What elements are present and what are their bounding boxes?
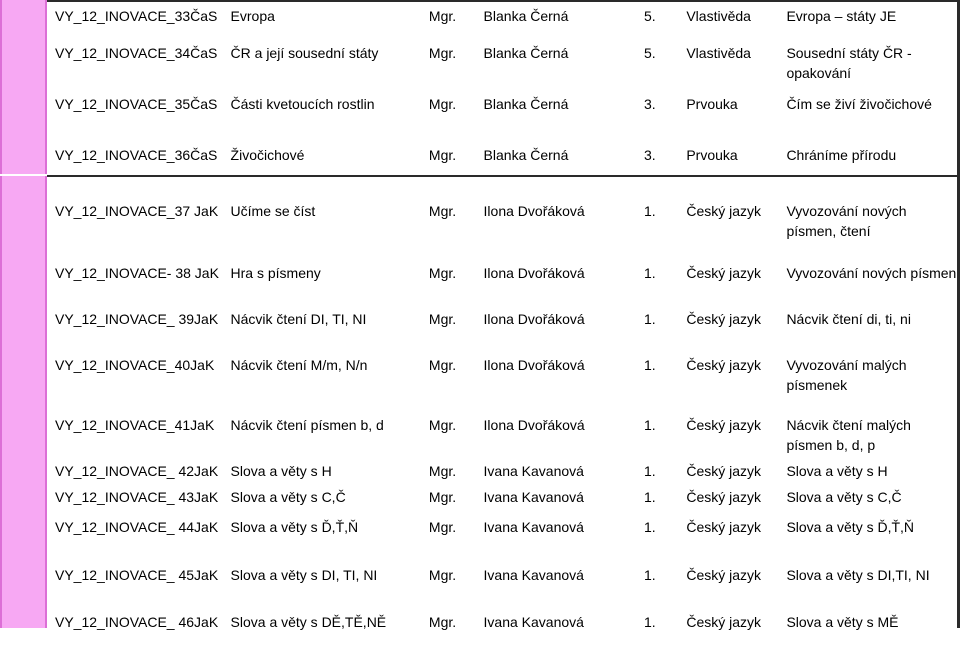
cell-author: Ivana Kavanová xyxy=(483,567,584,583)
cell-subject: Český jazyk xyxy=(686,203,762,219)
cell-code: VY_12_INOVACE_ 43JaK xyxy=(55,489,219,505)
cell-grade: 5. xyxy=(643,45,656,61)
table-row xyxy=(49,409,960,455)
cell-subject: Český jazyk xyxy=(686,265,762,281)
cell-code: VY_12_INOVACE_35ČaS xyxy=(55,96,218,112)
cell-topic: Sousední státy ČR - opakování xyxy=(786,45,912,81)
cell-code: VY_12_INOVACE_41JaK xyxy=(55,417,215,433)
cell-author: Blanka Černá xyxy=(483,96,569,112)
cell-subject: Český jazyk xyxy=(686,417,762,433)
cell-subject: Český jazyk xyxy=(686,311,762,327)
cell-code: VY_12_INOVACE_34ČaS xyxy=(55,45,218,61)
cell-code: VY_12_INOVACE_ 39JaK xyxy=(55,311,219,327)
cell-subject: Český jazyk xyxy=(686,567,762,583)
cell-topic: Chráníme přírodu xyxy=(786,147,897,163)
cell-prefix: Mgr. xyxy=(428,45,457,61)
cell-prefix: Mgr. xyxy=(428,311,457,327)
cell-subject: Český jazyk xyxy=(686,489,762,505)
cell-prefix: Mgr. xyxy=(428,357,457,373)
table-row xyxy=(49,349,960,409)
cell-grade: 1. xyxy=(643,614,656,630)
materials-table xyxy=(49,0,960,646)
cell-grade: 1. xyxy=(643,357,656,373)
cell-title: Hra s písmeny xyxy=(230,265,321,281)
table-row xyxy=(49,257,960,303)
cell-title: ČR a její sousední státy xyxy=(230,45,379,61)
cell-topic: Vyvozování nových písmen, čtení xyxy=(786,203,907,239)
cell-author: Blanka Černá xyxy=(483,147,569,163)
cell-subject: Český jazyk xyxy=(686,614,762,630)
cell-subject: Prvouka xyxy=(686,96,738,112)
cell-author: Ilona Dvořáková xyxy=(483,203,585,219)
cell-subject: Prvouka xyxy=(686,147,738,163)
left-margin-strip-bottom xyxy=(0,176,47,628)
cell-title: Nácvik čtení DI, TI, NI xyxy=(230,311,367,327)
cell-title: Evropa xyxy=(230,8,275,24)
cell-topic: Vyvozování malých písmenek xyxy=(786,357,907,393)
cell-topic: Nácvik čtení di, ti, ni xyxy=(786,311,911,327)
cell-code: VY_12_INOVACE_ 46JaK xyxy=(55,614,219,630)
cell-topic: Vyvozování nových písmen xyxy=(786,265,957,281)
cell-topic: Slova a věty s Ď,Ť,Ň xyxy=(786,519,915,535)
cell-prefix: Mgr. xyxy=(428,417,457,433)
cell-title: Učíme se číst xyxy=(230,203,316,219)
cell-code: VY_12_INOVACE_33ČaS xyxy=(55,8,218,24)
table-row xyxy=(49,455,960,481)
cell-prefix: Mgr. xyxy=(428,463,457,479)
cell-grade: 1. xyxy=(643,519,656,535)
cell-prefix: Mgr. xyxy=(428,203,457,219)
cell-author: Ivana Kavanová xyxy=(483,489,584,505)
cell-topic: Evropa – státy JE xyxy=(786,8,897,24)
table-row xyxy=(49,0,960,37)
cell-title: Části kvetoucích rostlin xyxy=(230,96,375,112)
cell-topic: Slova a věty s DI,TI, NI xyxy=(786,567,930,583)
table-row xyxy=(49,139,960,195)
cell-author: Ivana Kavanová xyxy=(483,519,584,535)
cell-title: Slova a věty s DI, TI, NI xyxy=(230,567,378,583)
cell-title: Slova a věty s H xyxy=(230,463,332,479)
cell-author: Ilona Dvořáková xyxy=(483,417,585,433)
cell-grade: 1. xyxy=(643,463,656,479)
cell-author: Ilona Dvořáková xyxy=(483,265,585,281)
cell-subject: Český jazyk xyxy=(686,519,762,535)
cell-author: Blanka Černá xyxy=(483,45,569,61)
cell-code: VY_12_INOVACE- 38 JaK xyxy=(55,265,219,281)
cell-author: Ivana Kavanová xyxy=(483,614,584,630)
left-margin-strip-top xyxy=(0,0,47,174)
cell-prefix: Mgr. xyxy=(428,147,457,163)
table-row xyxy=(49,606,960,646)
cell-title: Slova a věty s Ď,Ť,Ň xyxy=(230,519,359,535)
table-row xyxy=(49,303,960,349)
cell-topic: Slova a věty s MĚ xyxy=(786,614,899,630)
cell-grade: 1. xyxy=(643,311,656,327)
cell-subject: Český jazyk xyxy=(686,357,762,373)
cell-subject: Český jazyk xyxy=(686,463,762,479)
table-row xyxy=(49,88,960,139)
cell-subject: Vlastivěda xyxy=(686,8,751,24)
cell-grade: 1. xyxy=(643,489,656,505)
cell-topic: Čím se živí živočichové xyxy=(786,96,932,112)
cell-code: VY_12_INOVACE_37 JaK xyxy=(55,203,219,219)
cell-topic: Slova a věty s C,Č xyxy=(786,489,902,505)
cell-prefix: Mgr. xyxy=(428,567,457,583)
table-row xyxy=(49,481,960,511)
cell-topic: Slova a věty s H xyxy=(786,463,888,479)
cell-grade: 1. xyxy=(643,265,656,281)
cell-title: Slova a věty s DĚ,TĚ,NĚ xyxy=(230,614,387,630)
cell-prefix: Mgr. xyxy=(428,8,457,24)
cell-title: Slova a věty s C,Č xyxy=(230,489,346,505)
cell-author: Ilona Dvořáková xyxy=(483,357,585,373)
cell-title: Nácvik čtení M/m, N/n xyxy=(230,357,368,373)
table-row xyxy=(49,511,960,559)
cell-subject: Vlastivěda xyxy=(686,45,751,61)
cell-code: VY_12_INOVACE_36ČaS xyxy=(55,147,218,163)
cell-grade: 5. xyxy=(643,8,656,24)
cell-author: Blanka Černá xyxy=(483,8,569,24)
cell-code: VY_12_INOVACE_40JaK xyxy=(55,357,215,373)
cell-title: Živočichové xyxy=(230,147,305,163)
cell-grade: 1. xyxy=(643,203,656,219)
cell-prefix: Mgr. xyxy=(428,519,457,535)
cell-author: Ilona Dvořáková xyxy=(483,311,585,327)
cell-grade: 3. xyxy=(643,147,656,163)
cell-grade: 1. xyxy=(643,417,656,433)
table-row xyxy=(49,37,960,88)
cell-grade: 3. xyxy=(643,96,656,112)
table-row xyxy=(49,195,960,257)
cell-prefix: Mgr. xyxy=(428,614,457,630)
cell-code: VY_12_INOVACE_ 44JaK xyxy=(55,519,219,535)
table-row xyxy=(49,559,960,606)
cell-code: VY_12_INOVACE_ 45JaK xyxy=(55,567,219,583)
cell-author: Ivana Kavanová xyxy=(483,463,584,479)
cell-topic: Nácvik čtení malých písmen b, d, p xyxy=(786,417,911,453)
cell-title: Nácvik čtení písmen b, d xyxy=(230,417,384,433)
cell-prefix: Mgr. xyxy=(428,489,457,505)
cell-prefix: Mgr. xyxy=(428,265,457,281)
cell-prefix: Mgr. xyxy=(428,96,457,112)
cell-grade: 1. xyxy=(643,567,656,583)
cell-code: VY_12_INOVACE_ 42JaK xyxy=(55,463,219,479)
